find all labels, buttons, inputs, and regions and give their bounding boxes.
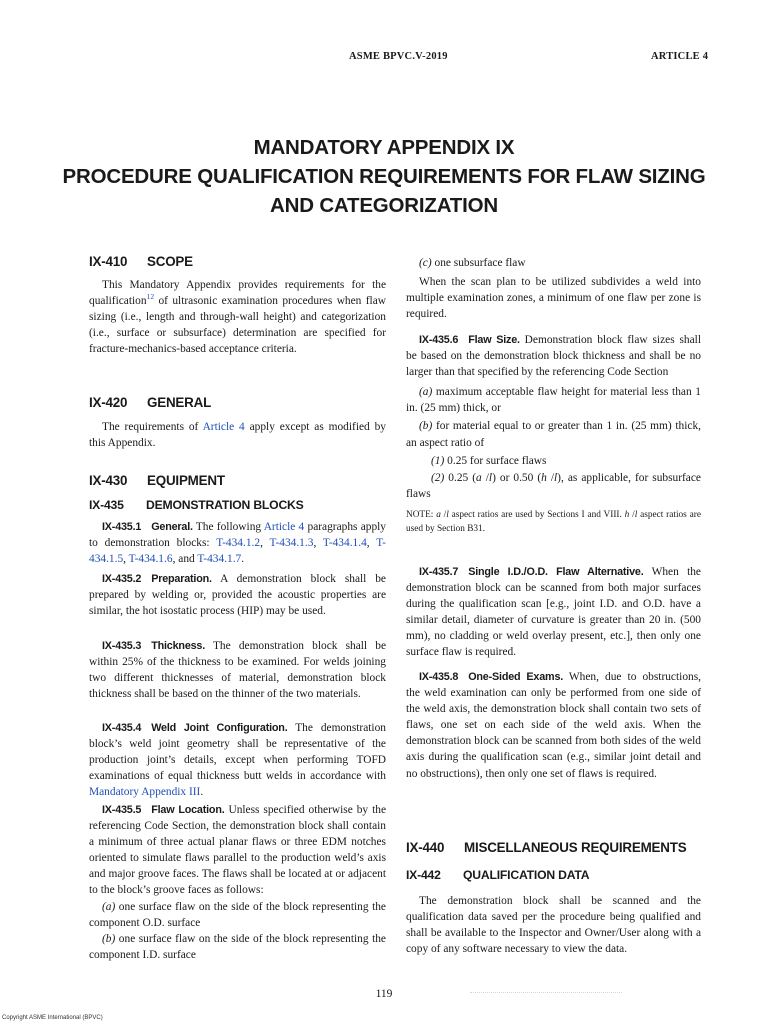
list-item-b <box>89 931 386 963</box>
paragraph-435-8 <box>406 669 701 782</box>
scope-text-a: This Mandatory Appendix provides requirements for the qualification <box>89 279 386 308</box>
para-text: Unless specified otherwise by the referencing Code Section, the demonstration block shall contain a minimum of three actual planar flaws or three EDM notches oriented to simulate flaws parallel to the production weld’s axis and major groove faces. The flaws shall be located at or adjacent to the block’s groove faces as follows: <box>89 804 386 897</box>
para-text: The following <box>192 521 264 533</box>
para-number: IX-435.7 <box>419 566 459 578</box>
para-text: The demonstration block’s weld joint geometry shall be representative of the production joint’s details, except when performing TOFD examinations of equal thickness butt welds in accordance with <box>89 722 386 783</box>
para-text: When the demonstration block can be scanned from both major surfaces during the qualification scan [e.g., joint I.D. and O.D. have a similar detail, diameter of curvature is greater than 20 in. (500 mm), no cladding or weld overlay present, etc.], then only one surface flaw is required. <box>406 566 701 659</box>
running-header-left: ASME BPVC.V-2019 <box>349 51 448 62</box>
var-l: l <box>554 471 558 484</box>
article-4-link[interactable]: Article 4 <box>263 521 305 533</box>
title-line-1: MANDATORY APPENDIX IX <box>253 136 515 159</box>
paragraph-435-3 <box>89 638 386 702</box>
zones-paragraph: When the scan plan to be utilized subdivides a weld into multiple examination zones, a minimum of one flaw per zone is required. <box>406 276 701 321</box>
para-lead: Preparation. <box>151 573 212 585</box>
para-text: When, due to obstructions, the weld examination can only be performed from one side of the weld axis, the demonstration block shall contain two sets of flaws, one set on each side of the weld axis. When the demonstration block can be scanned from both sides of the weld axis during the qualification scan (e.g., similar joint detail and no obstructions), then only one set of flaws is required. <box>406 671 701 780</box>
list-label: (b) <box>102 932 116 945</box>
para-text: A demonstration block shall be prepared by welding or, provided the acoustic properties are similar, the hot isostatic process (HIP) may be used. <box>89 573 386 618</box>
list-item-a <box>406 384 701 416</box>
general-paragraph <box>89 419 386 451</box>
paragraph-435-7 <box>406 564 701 661</box>
para-number: IX-435.1 <box>102 521 142 533</box>
scope-paragraph <box>89 277 386 357</box>
section-number: IX-435 <box>89 498 124 512</box>
para-lead: General. <box>151 521 193 533</box>
footnote-ref[interactable]: 12 <box>146 292 155 302</box>
list-item-a <box>89 899 386 931</box>
section-heading-435 <box>89 497 386 513</box>
para-text: Demonstration block flaw sizes shall be based on the demonstration block thickness and shall be no larger than that specified by the referencing Code Section <box>406 334 701 379</box>
para-text: The demonstration block shall be within 25% of the thickness to be examined. For welds joining two different thicknesses of material, demonstration block thickness shall be based on the thinner of the two materials. <box>89 640 386 701</box>
general-text-a: The requirements of <box>102 421 203 433</box>
para-end: . <box>200 786 204 799</box>
list-text: one surface flaw on the side of the block representing the component O.D. surface <box>89 900 386 929</box>
var-l: l <box>488 471 493 484</box>
note-text: / <box>440 509 447 520</box>
para-lead: Flaw Location. <box>151 804 225 816</box>
ref-link-t-434-1-6[interactable]: T-434.1.6 <box>128 553 173 566</box>
section-number: IX-440 <box>406 840 445 855</box>
general-text-b: apply except as modified by this Appendix. <box>89 421 386 450</box>
var-h: h <box>624 509 630 520</box>
section-title: EQUIPMENT <box>147 473 225 488</box>
para-number: IX-435.4 <box>102 722 142 734</box>
note-text: aspect ratios are used by Sections I and VIII. <box>448 509 625 520</box>
qualification-data-paragraph <box>406 893 701 957</box>
title-line-3: AND CATEGORIZATION <box>270 194 498 217</box>
list-label: (b) <box>419 420 433 433</box>
list-item-c <box>406 255 701 271</box>
title-line-2: PROCEDURE QUALIFICATION REQUIREMENTS FOR FLAW SIZING <box>62 165 706 188</box>
list-text: 0.25 ( <box>444 471 477 484</box>
section-title: MISCELLANEOUS REQUIREMENTS <box>464 840 687 855</box>
page-number: 119 <box>375 988 393 1000</box>
and-word: and <box>178 553 195 566</box>
ref-link-t-434-1-3[interactable]: T-434.1.3 <box>269 537 314 550</box>
para-text: paragraphs apply to demonstration blocks: <box>89 521 387 550</box>
para-number: IX-435.8 <box>419 671 459 683</box>
var-a: a <box>436 509 441 520</box>
ref-link-t-434-1-7[interactable]: T-434.1.7 <box>197 553 242 566</box>
list-item-b <box>406 418 701 450</box>
list-text: one surface flaw on the side of the block representing the component I.D. surface <box>89 932 386 961</box>
list-label: (2) <box>431 471 445 484</box>
var-l: l <box>446 509 449 520</box>
list-item-b1 <box>406 453 701 469</box>
section-heading-442 <box>406 867 701 883</box>
para-lead: One-Sided Exams. <box>468 671 564 683</box>
list-text: / <box>481 471 489 484</box>
list-text: for material equal to or greater than 1 in. (25 mm) thick, an aspect ratio of <box>406 420 701 449</box>
paragraph-435-5 <box>89 802 386 963</box>
para-number: IX-435.6 <box>419 334 459 346</box>
note-text: aspect ratios are used by Section B31. <box>406 509 701 534</box>
list-text: maximum acceptable flaw height for material less than 1 in. (25 mm) thick, or <box>406 386 701 415</box>
paragraph-435-5-continued <box>406 255 701 322</box>
section-number: IX-442 <box>406 868 441 882</box>
var-l: l <box>634 509 638 520</box>
section-heading-440 <box>406 839 701 857</box>
para-number: IX-435.2 <box>102 573 142 585</box>
list-text: ) or 0.50 ( <box>492 471 542 484</box>
copyright-notice: Copyright ASME International (BPVC) <box>2 1015 103 1021</box>
ref-link-t-434-1-4[interactable]: T-434.1.4 <box>322 537 367 550</box>
note-text: NOTE: <box>406 509 437 520</box>
section-heading-420 <box>89 394 386 412</box>
article-4-link[interactable]: Article 4 <box>202 421 245 433</box>
mandatory-appendix-iii-link[interactable]: Mandatory Appendix III <box>89 786 201 799</box>
section-heading-430 <box>89 472 386 490</box>
section-title: DEMONSTRATION BLOCKS <box>146 498 304 512</box>
scope-text-b: of ultrasonic examination procedures when flaw sizing (i.e., length and through-wall height) and categorization (i.e., surface or subsurface) determination are specified for fracture-mechanics-based acceptance criteria. <box>89 295 386 356</box>
list-label: (c) <box>419 257 432 269</box>
var-a: a <box>476 471 482 484</box>
paragraph-435-2 <box>89 571 386 619</box>
running-header-right: ARTICLE 4 <box>651 51 709 62</box>
para-lead: Thickness. <box>151 640 206 652</box>
paragraph-435-1: IX-435.1 General. The following Article 4 paragraphs apply to demonstration blocks: T-434.1.2, T-434.1.3, T-434.1.4, T-434.1.5, T-434.1.6, and T-434.1.7. <box>89 521 387 566</box>
list-label: (a) <box>102 900 116 913</box>
list-text: 0.25 for surface flaws <box>444 454 547 467</box>
para-text: The demonstration block shall be scanned and the qualification data saved per the procedure being qualified and shall be available to the Inspector and Owner/User along with a copy of any software necessary to view the data. <box>406 895 701 956</box>
ref-link-t-434-1-5[interactable]: T-434.1.5 <box>89 537 386 566</box>
list-label: (a) <box>419 386 433 399</box>
section-number: IX-410 <box>89 254 128 269</box>
list-text: ), as applicable, for subsurface flaws <box>406 471 701 500</box>
paragraph-435-4 <box>89 720 386 800</box>
section-heading-410 <box>89 253 386 271</box>
list-label: (1) <box>431 454 445 467</box>
footer-rule <box>470 992 622 994</box>
para-lead: Single I.D./O.D. Flaw Alternative. <box>468 566 644 578</box>
note-text: / <box>629 509 635 520</box>
list-item-b2 <box>406 470 701 502</box>
list-text: one subsurface flaw <box>431 257 526 269</box>
section-title: GENERAL <box>147 395 212 410</box>
para-number: IX-435.3 <box>102 640 142 652</box>
section-number: IX-420 <box>89 395 128 410</box>
var-h: h <box>541 471 547 484</box>
para-lead: Weld Joint Configuration. <box>151 722 288 734</box>
paragraph-435-6 <box>406 332 701 536</box>
appendix-title <box>60 133 708 220</box>
section-title: QUALIFICATION DATA <box>463 868 590 882</box>
section-number: IX-430 <box>89 473 128 488</box>
section-title: SCOPE <box>147 254 193 269</box>
para-lead: Flaw Size. <box>468 334 520 346</box>
aspect-ratio-note <box>406 508 701 536</box>
list-text: / <box>546 471 554 484</box>
para-number: IX-435.5 <box>102 804 142 816</box>
ref-link-t-434-1-2[interactable]: T-434.1.2 <box>216 537 261 550</box>
